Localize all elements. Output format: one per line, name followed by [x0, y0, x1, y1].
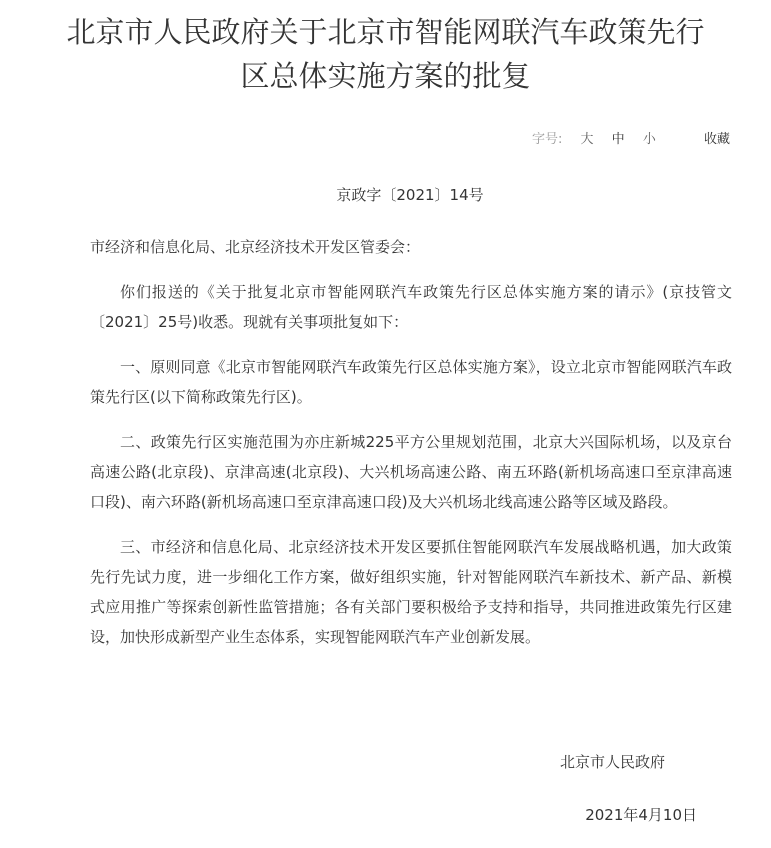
font-size-toolbar	[532, 130, 730, 150]
addressee: 市经济和信息化局、北京经济技术开发区管委会：	[90, 238, 421, 256]
document-title-line2: 区总体实施方案的批复	[240, 59, 531, 93]
body-paragraph: 三、市经济和信息化局、北京经济技术开发区要抓住智能网联汽车发展战略机遇，加大政策先行先试力度，进一步细化工作方案，做好组织实施，针对智能网联汽车新技术、新产品、新模式应用推广等探索创新性监管措施；各有关部门要积极给予支持和指导，共同推进政策先行区建设，加快形成新型产业生态体系，实现智能网联汽车产业创新发展。	[90, 538, 732, 646]
document-number: 京政字〔2021〕14号	[336, 186, 484, 204]
body-paragraph: 你们报送的《关于批复北京市智能网联汽车政策先行区总体实施方案的请示》(京技管文〔2021〕25号)收悉。现就有关事项批复如下：	[90, 283, 732, 331]
document-title-line1: 北京市人民政府关于北京市智能网联汽车政策先行	[66, 15, 705, 49]
document-title	[0, 10, 771, 98]
font-size-large-button[interactable]: 大	[580, 132, 594, 147]
body-paragraph: 一、原则同意《北京市智能网联汽车政策先行区总体实施方案》，设立北京市智能网联汽车政策先行区(以下简称政策先行区)。	[90, 358, 732, 406]
document-body	[90, 232, 732, 667]
font-size-small-button[interactable]: 小	[642, 132, 656, 147]
font-size-label: 字号:	[531, 132, 563, 147]
issue-date: 2021年4月10日	[585, 806, 697, 824]
font-size-medium-button[interactable]: 中	[611, 132, 625, 147]
issuer-signature: 北京市人民政府	[559, 753, 665, 771]
favorite-button[interactable]: 收藏	[703, 132, 730, 147]
body-paragraph: 二、政策先行区实施范围为亦庄新城225平方公里规划范围，北京大兴国际机场，以及京台高速公路(北京段)、京津高速(北京段)、大兴机场高速公路、南五环路(新机场高速口至京津高速口段)、南六环路(新机场高速口至京津高速口段)及大兴机场北线高速公路等区域及路段。	[90, 433, 732, 511]
